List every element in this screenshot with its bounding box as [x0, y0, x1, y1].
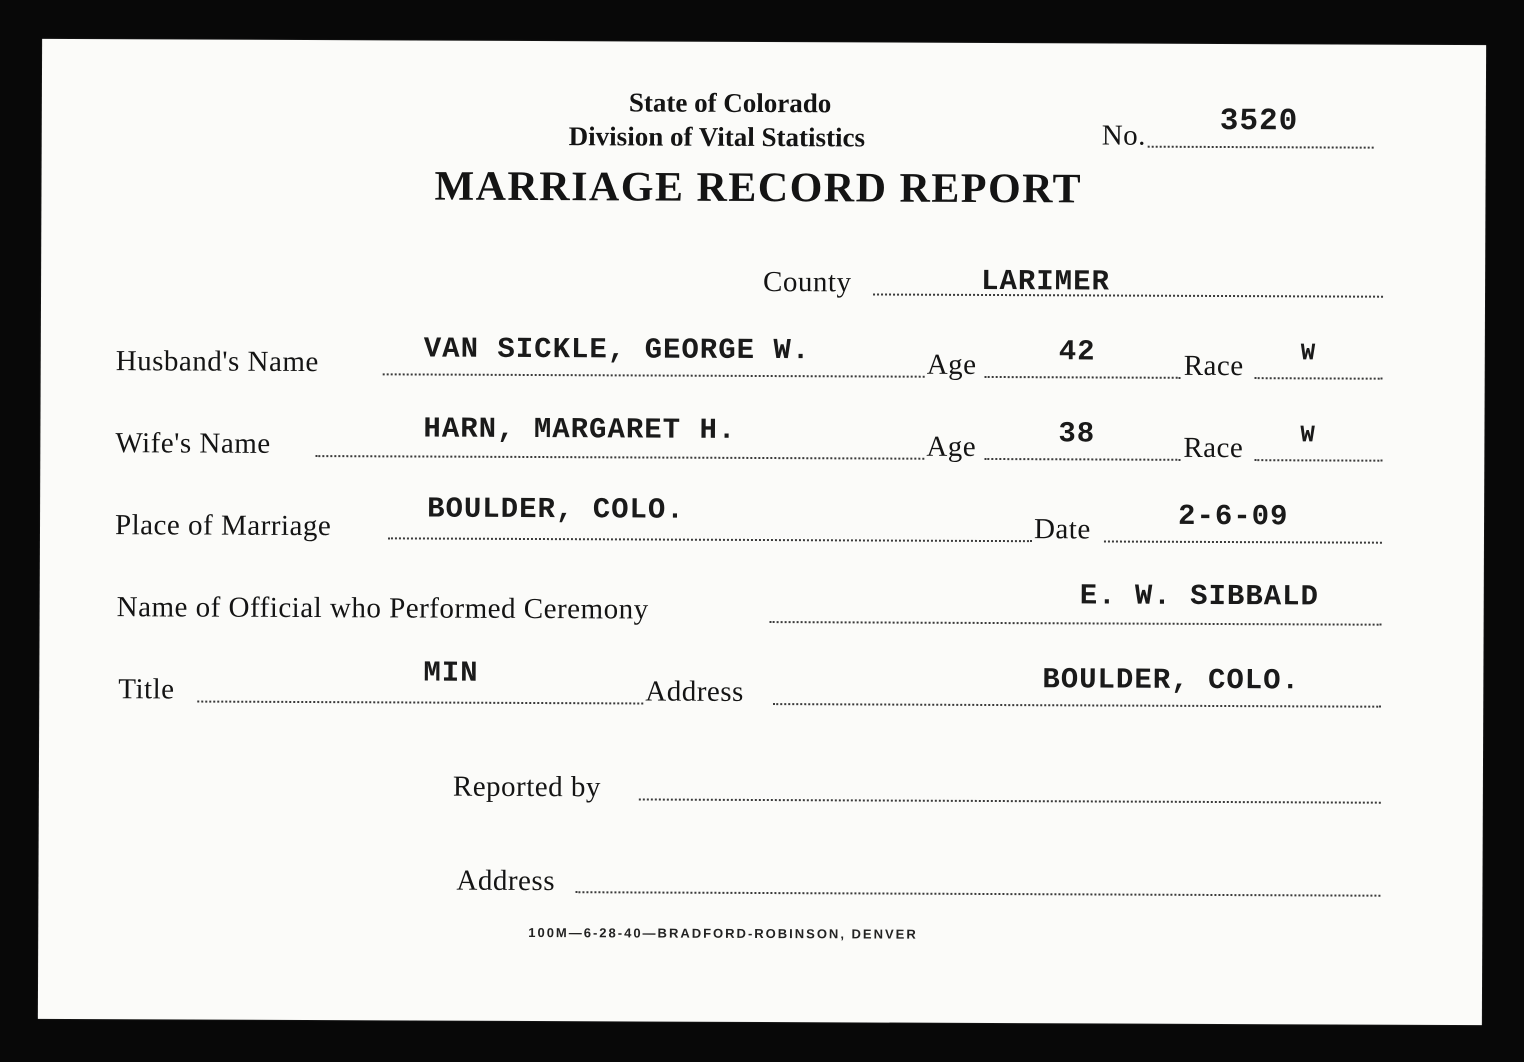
- wife-name-line: [315, 455, 924, 460]
- reported-by-label: Reported by: [452, 770, 602, 804]
- county-label: County: [763, 266, 852, 299]
- place-line: [388, 537, 1032, 542]
- husband-name-value: VAN SICKLE, GEORGE W.: [423, 332, 811, 368]
- wife-race-line: [1254, 459, 1382, 462]
- date-line: [1104, 540, 1382, 543]
- husband-age-value: 42: [1058, 335, 1096, 369]
- county-line: [873, 293, 1383, 297]
- husband-name-line: [383, 373, 925, 377]
- wife-name-label: Wife's Name: [115, 427, 271, 460]
- official-label: Name of Official who Performed Ceremony: [116, 591, 649, 626]
- date-value: 2-6-09: [1178, 499, 1289, 534]
- husband-age-label: Age: [926, 348, 977, 381]
- record-number: 3520: [1219, 103, 1299, 140]
- title-line: [197, 701, 643, 705]
- husband-name-label: Husband's Name: [115, 345, 319, 379]
- marriage-record-card: [38, 39, 1486, 1025]
- wife-race-label: Race: [1183, 431, 1244, 465]
- county-value: LARIMER: [981, 264, 1110, 299]
- place-label: Place of Marriage: [114, 509, 332, 543]
- husband-age-line: [985, 376, 1181, 379]
- official-line: [770, 621, 1382, 626]
- official-value: E. W. SIBBALD: [1079, 579, 1320, 614]
- reporter-address-label: Address: [456, 864, 556, 898]
- official-address-label: Address: [645, 675, 744, 708]
- reported-by-line: [639, 798, 1381, 803]
- official-address-value: BOULDER, COLO.: [1042, 663, 1301, 698]
- place-value: BOULDER, COLO.: [427, 492, 685, 527]
- official-address-line: [773, 703, 1381, 708]
- state-heading: State of Colorado: [628, 87, 832, 119]
- number-label: No.: [1101, 119, 1147, 152]
- document-title: MARRIAGE RECORD REPORT: [434, 163, 1083, 213]
- division-heading: Division of Vital Statistics: [568, 121, 866, 153]
- husband-race-line: [1255, 377, 1383, 380]
- wife-age-line: [984, 458, 1180, 461]
- title-label: Title: [118, 673, 175, 706]
- husband-race-label: Race: [1183, 349, 1244, 383]
- wife-age-label: Age: [926, 430, 977, 463]
- husband-race-value: W: [1300, 340, 1317, 368]
- wife-name-value: HARN, MARGARET H.: [423, 412, 737, 447]
- wife-race-value: W: [1300, 422, 1316, 450]
- printer-imprint: 100M—6-28-40—BRADFORD-ROBINSON, DENVER: [528, 924, 918, 942]
- reporter-address-line: [575, 891, 1380, 897]
- title-value: MIN: [423, 656, 479, 690]
- date-label: Date: [1033, 513, 1091, 546]
- number-line: [1148, 146, 1374, 149]
- wife-age-value: 38: [1058, 417, 1096, 451]
